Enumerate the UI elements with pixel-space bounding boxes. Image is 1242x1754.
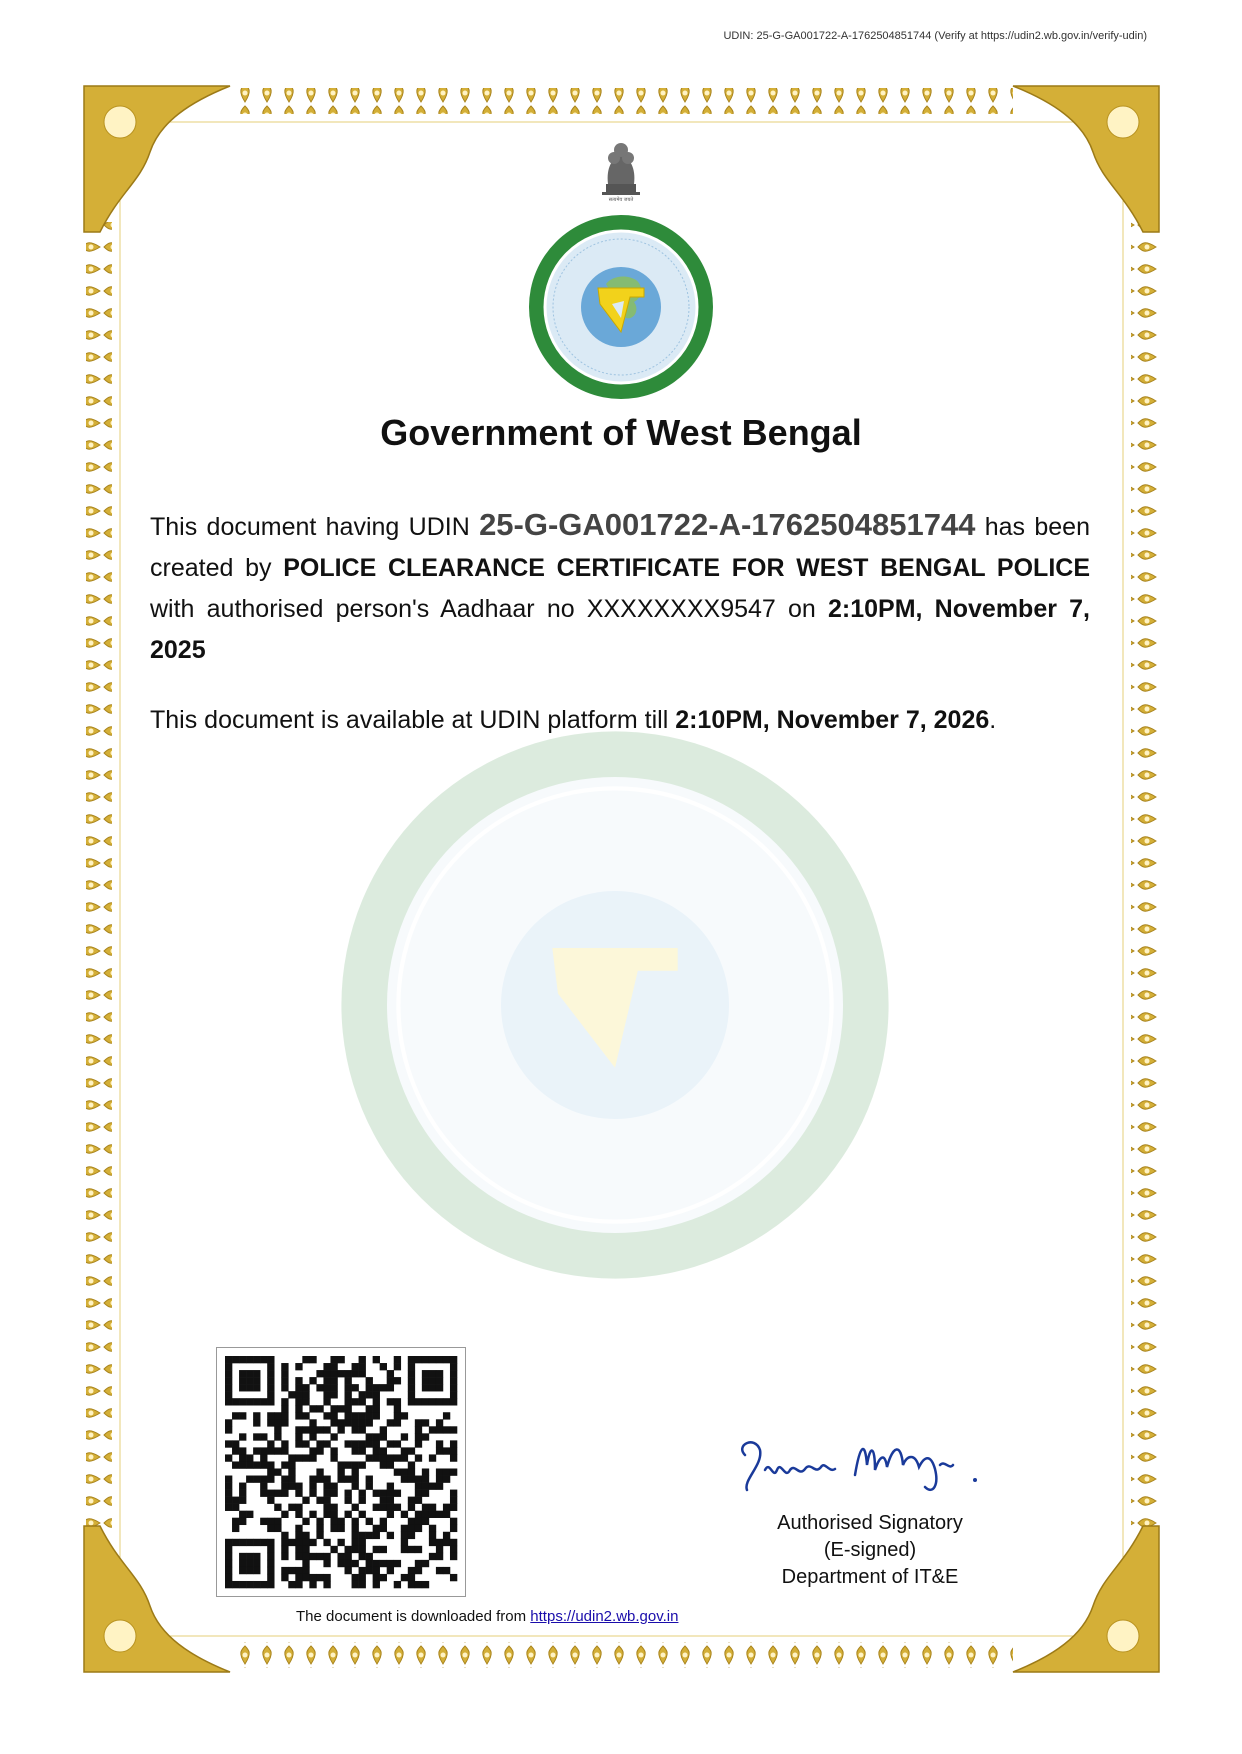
udin-statement xyxy=(150,504,1090,671)
signatory-block xyxy=(740,1510,1000,1591)
download-note xyxy=(296,1608,678,1625)
udin-number: 25-G-GA001722-A-1762504851744 xyxy=(479,507,976,542)
page-title: Government of West Bengal xyxy=(380,412,862,453)
signatory-title: Authorised Signatory xyxy=(777,1512,963,1534)
creator-name: POLICE CLEARANCE CERTIFICATE FOR WEST BENGAL POLICE xyxy=(283,554,1090,582)
availability-suffix: . xyxy=(989,706,997,734)
udin-portal-link[interactable]: https://udin2.wb.gov.in xyxy=(530,1608,679,1625)
qr-code xyxy=(216,1347,466,1597)
esigned-label: (E-signed) xyxy=(823,1539,917,1561)
created-on-date: 2:10PM, November 7, 2025 xyxy=(150,595,1090,664)
watermark-seal xyxy=(330,720,900,1290)
udin-verify-note: UDIN: 25-G-GA001722-A-1762504851744 (Verify at https://udin2.wb.gov.in/verify-udin) xyxy=(723,30,1147,42)
valid-till-date: 2:10PM, November 7, 2026 xyxy=(675,706,990,734)
department-name: Department of IT&E xyxy=(781,1566,959,1588)
availability-prefix: This document is available at UDIN platform till xyxy=(150,706,676,734)
svg-text:सत्यमेव जयते: सत्यमेव जयते xyxy=(608,197,634,202)
statement-mid: has been created by xyxy=(150,513,1090,582)
national-emblem-icon xyxy=(596,138,646,202)
aadhaar-text: with authorised person's Aadhaar no XXXXXXXX9547 on xyxy=(150,595,829,623)
govt-west-bengal-logo xyxy=(520,206,722,408)
availability-statement xyxy=(150,700,1090,741)
statement-prefix: This document having UDIN xyxy=(150,513,480,541)
signature-image xyxy=(725,1425,1015,1505)
download-prefix: The document is downloaded from xyxy=(296,1608,531,1625)
